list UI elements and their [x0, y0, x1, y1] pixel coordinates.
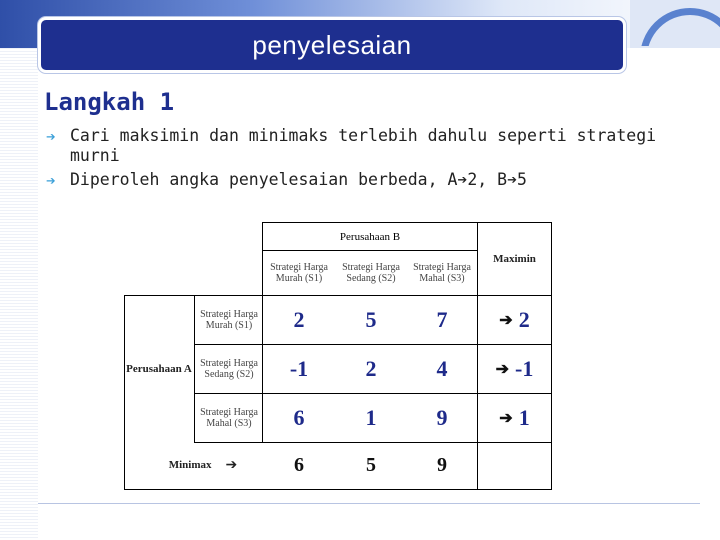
- arrow-right-icon: ➔: [495, 361, 510, 378]
- title-bar: [38, 17, 626, 73]
- company-a-label: Perusahaan A: [126, 363, 192, 375]
- minimax-cell: 6: [294, 453, 304, 476]
- minimax-label-cell: [144, 450, 262, 480]
- payoff-cell: 9: [436, 405, 448, 430]
- arrow-right-icon: ➔: [46, 127, 56, 146]
- arrow-right-icon: ➔: [499, 410, 513, 427]
- payoff-cell: 4: [436, 356, 448, 381]
- row-header: Strategi Harga Sedang (S2): [200, 358, 258, 380]
- bullet-list: [44, 126, 694, 194]
- bullet-text: Cari maksimin dan minimaks terlebih dahulu seperti strategi murni: [70, 126, 657, 165]
- arrow-right-icon: ➔: [46, 171, 56, 190]
- payoff-cell: 2: [293, 307, 305, 332]
- payoff-cell: 1: [365, 405, 377, 430]
- row-header: Strategi Harga Murah (S1): [200, 309, 258, 331]
- bullet-item: [44, 126, 694, 166]
- minimax-cell: 5: [366, 453, 376, 476]
- col-header: Strategi Harga Sedang (S2): [342, 262, 400, 284]
- payoff-cell: 2: [365, 356, 377, 381]
- payoff-cell: 6: [293, 405, 305, 430]
- payoff-cell: 5: [365, 307, 377, 332]
- maximin-value: 2: [518, 307, 530, 332]
- arrow-right-icon: ➔: [499, 312, 513, 329]
- col-header: Strategi Harga Murah (S1): [270, 262, 328, 284]
- maximin-value: 1: [518, 405, 530, 430]
- minimax-label: Minimax: [168, 459, 212, 471]
- maximin-header: Maximin: [493, 253, 536, 265]
- minimax-cell: 9: [437, 453, 447, 476]
- col-header: Strategi Harga Mahal (S3): [413, 262, 471, 284]
- company-b-label: Perusahaan B: [339, 231, 401, 243]
- payoff-table: [124, 222, 552, 490]
- payoff-cell: -1: [289, 356, 309, 381]
- arrow-right-icon: ➔: [225, 457, 238, 473]
- maximin-cell: [478, 345, 551, 393]
- slide-heading: Langkah 1: [44, 88, 175, 116]
- maximin-cell: [478, 296, 551, 344]
- row-header: Strategi Harga Mahal (S3): [200, 407, 258, 429]
- left-stripe-decoration: [0, 48, 38, 540]
- payoff-cell: 7: [436, 307, 448, 332]
- slide-title: penyelesaian: [252, 29, 412, 60]
- maximin-value: -1: [515, 356, 534, 381]
- bullet-text: Diperoleh angka penyelesaian berbeda, A➔2, B➔5: [70, 170, 527, 189]
- footer-divider: [38, 503, 700, 504]
- maximin-cell: [478, 394, 551, 442]
- bullet-item: [44, 170, 694, 190]
